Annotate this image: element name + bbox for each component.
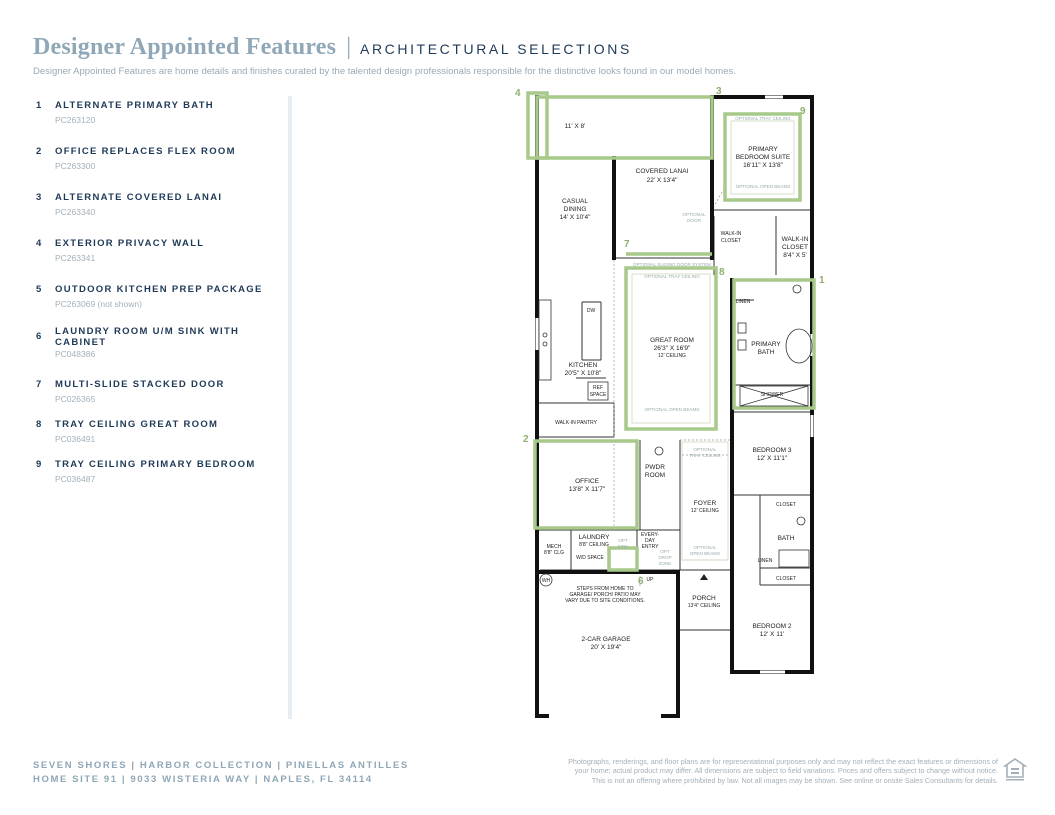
toilet <box>797 517 805 525</box>
optional-door-label: OPTIONAL <box>682 212 706 217</box>
office-label: OFFICE <box>575 478 599 485</box>
foyer-ceiling: 12' CEILING <box>691 508 719 514</box>
feature-number: 2 <box>36 146 42 157</box>
feature-item <box>36 379 276 419</box>
walk-in-closet-small-label: WALK-IN <box>720 231 742 237</box>
garage-label: 2-CAR GARAGE <box>581 636 631 643</box>
feature-number: 9 <box>36 459 42 470</box>
kitchen-dimension: 20'5" X 10'8" <box>564 370 602 377</box>
optional-tray-ceiling-label: OPTIONAL TRAY CEILING <box>735 116 791 121</box>
page-title: Designer Appointed Features <box>33 34 337 60</box>
walk-in-closet-label: WALK-IN <box>781 236 809 243</box>
feature-list <box>36 100 276 499</box>
mech-label: MECH <box>546 544 562 550</box>
opt-sink-label: SINK <box>617 544 629 549</box>
water-heater-label: WH <box>541 578 551 584</box>
feature-name: LAUNDRY ROOM U/M SINK WITH CABINET <box>55 326 240 348</box>
bedroom3-label: BEDROOM 3 <box>752 447 792 454</box>
patio-dimension: 11' X 8' <box>564 123 586 130</box>
covered-lanai-dimension: 22' X 13'4" <box>646 177 678 184</box>
feature-name: TRAY CEILING PRIMARY BEDROOM <box>55 459 256 470</box>
feature-code: PC026365 <box>55 394 96 404</box>
dw-label: DW <box>586 308 596 314</box>
ref-space-label: REF <box>593 385 603 391</box>
marker-7: 7 <box>624 239 630 250</box>
feature-code: PC036487 <box>55 474 96 484</box>
feature-code: PC263340 <box>55 207 96 217</box>
office-dimension: 13'8" X 11'7" <box>568 486 606 493</box>
feature-code: PC036491 <box>55 434 96 444</box>
title-row <box>33 34 1033 61</box>
great-room-dimension: 26'3" X 16'9" <box>653 345 691 352</box>
footer-disclaimer <box>528 757 998 785</box>
pwdr-label: PWDR <box>645 464 665 471</box>
bath-label: BATH <box>777 535 795 542</box>
foyer-label: FOYER <box>693 500 717 507</box>
footer-community <box>33 759 409 787</box>
footer-line-2: HOME SITE 91 | 9033 WISTERIA WAY | NAPLES, FL 34114 <box>33 774 373 785</box>
optional-door-label: DOOR <box>687 218 701 223</box>
walk-in-closet-small-label: CLOSET <box>720 238 742 244</box>
linen-label: LINEN <box>757 558 773 564</box>
feature-name: OFFICE REPLACES FLEX ROOM <box>55 146 236 157</box>
optional-open-beams-label: OPTIONAL <box>693 545 717 550</box>
page-header <box>33 34 1033 77</box>
tub <box>779 550 809 567</box>
feature-item <box>36 459 276 499</box>
primary-bath-label: PRIMARY <box>751 341 781 348</box>
feature-code: PC263120 <box>55 115 96 125</box>
feature-item <box>36 100 276 146</box>
disclaimer-line: your home; actual product may differ. All dimensions are subject to field variations. Prices and offers subject to change without notice. <box>574 766 998 776</box>
optional-open-beams-label: OPTIONAL OPEN BEAMS <box>644 407 700 412</box>
walk-in-closet-label: CLOSET <box>781 244 809 251</box>
bedroom2-label: BEDROOM 2 <box>752 623 792 630</box>
bathtub <box>786 329 812 363</box>
feature-code: PC263069 (not shown) <box>55 299 142 309</box>
opt-drop-zone-label: DROP <box>658 555 672 560</box>
great-room-label: GREAT ROOM <box>650 337 694 344</box>
walk-in-pantry-label: WALK-IN PANTRY <box>555 420 597 426</box>
marker-9: 9 <box>800 106 806 117</box>
porch-ceiling: 13'4" CEILING <box>687 603 721 609</box>
great-room-ceiling: 12' CEILING <box>658 353 686 359</box>
casual-dining-label: CASUAL <box>561 198 589 205</box>
covered-lanai-label: COVERED LANAI <box>635 168 689 175</box>
feature-number: 1 <box>36 100 42 111</box>
kitchen-label: KITCHEN <box>568 362 598 369</box>
feature-number: 8 <box>36 419 42 430</box>
steps-note: GARAGE/ PORCH/ PATIO MAY <box>569 592 641 598</box>
toilet <box>655 447 663 455</box>
opt-sink-label: OPT <box>618 538 628 543</box>
linen-label: LINEN <box>735 299 751 305</box>
primary-bath-label: BATH <box>757 349 775 356</box>
walk-in-closet-dimension: 8'4" X 5' <box>783 252 807 259</box>
feature-item <box>36 419 276 459</box>
pwdr-label: ROOM <box>644 472 666 479</box>
feature-name: OUTDOOR KITCHEN PREP PACKAGE <box>55 284 263 295</box>
marker-8: 8 <box>719 267 725 278</box>
section-title: ARCHITECTURAL SELECTIONS <box>360 41 632 57</box>
equal-housing-icon <box>1003 757 1027 783</box>
column-divider <box>288 96 292 719</box>
shower-label: SHOWER <box>760 392 784 398</box>
laundry-label: LAUNDRY <box>578 534 610 541</box>
entry-arrow <box>700 574 708 580</box>
disclaimer-line: Photographs, renderings, and floor plans are for representational purposes only and may not reflect the exact features or dimensions of <box>568 757 998 766</box>
feature-name: ALTERNATE COVERED LANAI <box>55 192 223 203</box>
optional-tray-ceiling-label: OPTIONAL <box>693 447 717 452</box>
feature-item <box>36 192 276 238</box>
marker-2: 2 <box>523 434 529 445</box>
optional-open-beams-label: OPEN BEAMS <box>689 551 721 556</box>
primary-bedroom-label: BEDROOM SUITE <box>735 154 791 161</box>
ref-space-label: SPACE <box>589 392 607 398</box>
opt-drop-zone-label: ZONE <box>658 561 672 566</box>
primary-bedroom-label: PRIMARY <box>748 146 778 153</box>
marker-4: 4 <box>515 88 521 99</box>
up-label: UP <box>646 577 654 583</box>
feature-name: TRAY CEILING GREAT ROOM <box>55 419 219 430</box>
feature-number: 3 <box>36 192 42 203</box>
disclaimer-line: This is not an offering where prohibited by law. Not all images may be shown. See online or onsite Sales Consultants for details. <box>591 775 998 785</box>
steps-note: VARY DUE TO SITE CONDITIONS. <box>565 598 645 604</box>
sink <box>738 323 746 333</box>
feature-number: 7 <box>36 379 42 390</box>
feature-name: MULTI-SLIDE STACKED DOOR <box>55 379 225 390</box>
feature-number: 6 <box>36 331 42 342</box>
steps-note: STEPS FROM HOME TO <box>576 586 634 592</box>
toilet <box>793 285 801 293</box>
bedroom2-dimension: 12' X 11' <box>759 631 785 638</box>
porch-label: PORCH <box>692 595 716 602</box>
feature-item <box>36 326 276 379</box>
feature-item <box>36 146 276 192</box>
floor-plan <box>505 82 845 722</box>
feature-name: ALTERNATE PRIMARY BATH <box>55 100 214 111</box>
everyday-entry-label: EVERY- <box>640 532 660 538</box>
page-subtitle: Designer Appointed Features are home details and finishes curated by the talented design professionals responsible for the distinctive looks found in our model homes. <box>33 66 736 77</box>
sliding-door-label: OPTIONAL SLIDING DOOR SYSTEM <box>633 262 711 267</box>
feature-code: PC263300 <box>55 161 96 171</box>
opt-drop-zone-label: OPT <box>660 549 670 554</box>
highlight-laundry-sink <box>609 548 637 570</box>
casual-dining-label: DINING <box>563 206 587 213</box>
feature-number: 4 <box>36 238 42 249</box>
closet-label: CLOSET <box>775 576 797 582</box>
kitchen-counter <box>539 300 551 380</box>
optional-tray-ceiling-label: OPTIONAL TRAY CEILING <box>644 274 700 279</box>
casual-dining-dimension: 14' X 10'4" <box>559 214 591 221</box>
title-separator: | <box>346 34 351 60</box>
everyday-entry-label: DAY <box>645 538 655 544</box>
feature-code: PC263341 <box>55 253 96 263</box>
optional-open-beams-label: OPTIONAL OPEN BEAMS <box>735 184 791 189</box>
footer-line-1: SEVEN SHORES | HARBOR COLLECTION | PINELLAS ANTILLES <box>33 760 409 771</box>
marker-6: 6 <box>638 576 644 587</box>
bedroom3-dimension: 12' X 11'1" <box>756 455 788 462</box>
garage-dimension: 20' X 19'4" <box>590 644 622 651</box>
closet-label: CLOSET <box>775 502 797 508</box>
optional-tray-ceiling-label: TRAY CEILING <box>689 453 721 458</box>
mech-ceiling: 8'8" CLG <box>544 550 564 556</box>
laundry-ceiling: 8'8" CEILING <box>579 542 609 548</box>
feature-number: 5 <box>36 284 42 295</box>
primary-bedroom-dimension: 16'11" X 13'8" <box>743 162 783 169</box>
everyday-entry-label: ENTRY <box>641 544 659 550</box>
feature-code: PC048386 <box>55 349 96 359</box>
wd-space-label: W/D SPACE <box>576 555 604 561</box>
feature-item <box>36 284 276 326</box>
feature-item <box>36 238 276 284</box>
sink <box>738 340 746 350</box>
highlight-covered-lanai <box>537 97 712 158</box>
marker-1: 1 <box>819 275 825 286</box>
feature-name: EXTERIOR PRIVACY WALL <box>55 238 205 249</box>
marker-3: 3 <box>716 86 722 97</box>
